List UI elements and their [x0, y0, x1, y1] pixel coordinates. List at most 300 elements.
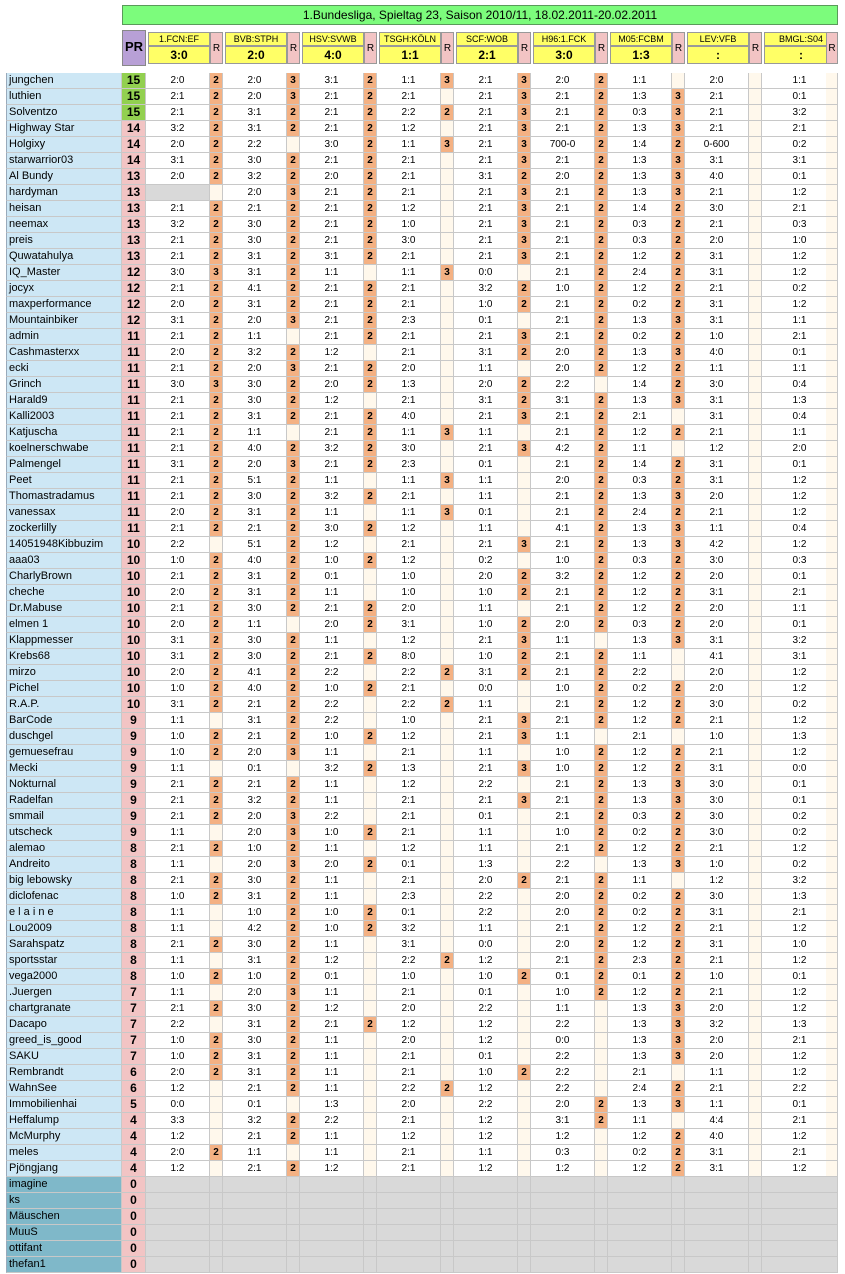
tip-cell: 8:0	[377, 649, 441, 665]
table-row	[0, 377, 845, 393]
tip-cell: 2:1	[685, 745, 749, 761]
player-name[interactable]: utscheck	[6, 825, 122, 841]
bonus-points	[441, 633, 454, 649]
tip-cell: 1:3	[608, 1033, 672, 1049]
bonus-points	[826, 281, 838, 297]
bonus-points: 2	[364, 521, 377, 537]
tip-cell: 2:4	[608, 265, 672, 281]
tip-cell: 3:0	[223, 393, 287, 409]
bonus-points	[441, 793, 454, 809]
player-name[interactable]: Klappmesser	[6, 633, 122, 649]
match-name: SCF:WOB	[456, 32, 518, 46]
player-name[interactable]: mirzo	[6, 665, 122, 681]
player-name[interactable]: maxperformance	[6, 297, 122, 313]
player-name[interactable]: cheche	[6, 585, 122, 601]
tip-cell: 1:1	[762, 361, 838, 377]
tip-cell: 3:1	[223, 249, 287, 265]
bonus-points: 2	[364, 281, 377, 297]
table-row	[0, 297, 845, 313]
player-name[interactable]: greed_is_good	[6, 1033, 122, 1049]
player-name[interactable]: Cashmasterxx	[6, 345, 122, 361]
player-points: 9	[122, 793, 146, 809]
player-name[interactable]: Pichel	[6, 681, 122, 697]
player-name[interactable]: Peet	[6, 473, 122, 489]
player-points: 11	[122, 377, 146, 393]
player-name[interactable]: Rembrandt	[6, 1065, 122, 1081]
player-name[interactable]: Krebs68	[6, 649, 122, 665]
tip-cell: 1:2	[300, 537, 364, 553]
tip-cell: 1:2	[608, 281, 672, 297]
bonus-points: 2	[595, 105, 608, 121]
bonus-points: 2	[518, 665, 531, 681]
bonus-points	[441, 1017, 454, 1033]
bonus-points: 3	[441, 473, 454, 489]
tip-cell: 2:1	[300, 233, 364, 249]
tip-cell: 2:1	[300, 281, 364, 297]
bonus-points: 2	[364, 297, 377, 313]
tip-cell: 3:1	[531, 1113, 595, 1129]
tip-cell: 3:1	[685, 313, 749, 329]
bonus-points	[595, 1065, 608, 1081]
player-name[interactable]: luthien	[6, 89, 122, 105]
bonus-points	[441, 585, 454, 601]
player-name[interactable]: duschgel	[6, 729, 122, 745]
tip-cell: 1:1	[300, 793, 364, 809]
player-name[interactable]: Radelfan	[6, 793, 122, 809]
player-name[interactable]: meles	[6, 1145, 122, 1161]
tip-cell: 1:0	[685, 329, 749, 345]
tip-cell: 1:0	[454, 297, 518, 313]
bonus-points	[826, 985, 838, 1001]
bonus-points: 2	[364, 921, 377, 937]
tip-cell	[223, 1241, 287, 1257]
tip-cell: 1:1	[762, 73, 838, 89]
player-name[interactable]: SAKU	[6, 1049, 122, 1065]
tip-cell: 1:1	[146, 953, 210, 969]
tip-cell: 2:1	[454, 137, 518, 153]
tip-cell: 3:3	[146, 1113, 210, 1129]
tip-cell: 2:1	[146, 105, 210, 121]
bonus-points: 2	[287, 169, 300, 185]
bonus-points	[441, 921, 454, 937]
tip-cell: 2:0	[223, 809, 287, 825]
bonus-points: 2	[364, 169, 377, 185]
bonus-points: 2	[595, 281, 608, 297]
player-name[interactable]: gemuesefrau	[6, 745, 122, 761]
player-name[interactable]: Kalli2003	[6, 409, 122, 425]
bonus-points	[826, 921, 838, 937]
table-row	[0, 649, 845, 665]
tip-cell	[531, 1257, 595, 1273]
bonus-points: 3	[518, 185, 531, 201]
bonus-points	[672, 73, 685, 89]
player-points: 0	[122, 1177, 146, 1193]
bonus-points: 2	[210, 217, 223, 233]
tip-cell: 2:1	[762, 585, 838, 601]
bonus-points: 3	[210, 265, 223, 281]
bonus-points	[287, 425, 300, 441]
tip-cell: 2:0	[300, 617, 364, 633]
table-row	[0, 1033, 845, 1049]
bonus-points	[749, 857, 762, 873]
bonus-points	[672, 1209, 685, 1225]
tip-cell: 2:2	[377, 953, 441, 969]
bonus-points: 2	[287, 473, 300, 489]
player-name[interactable]: .Juergen	[6, 985, 122, 1001]
bonus-points: 3	[441, 505, 454, 521]
tip-cell: 2:0	[223, 457, 287, 473]
bonus-points	[826, 329, 838, 345]
player-name[interactable]: thefan1	[6, 1257, 122, 1273]
tip-cell: 1:0	[531, 553, 595, 569]
bonus-points	[826, 521, 838, 537]
bonus-points: 2	[595, 553, 608, 569]
tip-cell: 2:1	[531, 665, 595, 681]
tip-cell: 2:1	[685, 713, 749, 729]
bonus-points	[364, 1097, 377, 1113]
tip-cell: 1:3	[608, 153, 672, 169]
player-name[interactable]: Thomastradamus	[6, 489, 122, 505]
player-name[interactable]: elmen 1	[6, 617, 122, 633]
bonus-points: 3	[518, 137, 531, 153]
player-points: 11	[122, 457, 146, 473]
player-name[interactable]: IQ_Master	[6, 265, 122, 281]
tip-cell: 2:1	[454, 761, 518, 777]
player-name[interactable]: Quwatahulya	[6, 249, 122, 265]
tip-cell	[685, 1257, 749, 1273]
bonus-points	[749, 713, 762, 729]
player-name[interactable]: Immobilienhai	[6, 1097, 122, 1113]
player-points: 10	[122, 601, 146, 617]
tip-cell: 2:2	[300, 713, 364, 729]
player-name[interactable]: zockerlilly	[6, 521, 122, 537]
tip-cell: 1:1	[454, 841, 518, 857]
player-name[interactable]: vanessax	[6, 505, 122, 521]
tip-cell: 1:2	[300, 345, 364, 361]
tip-cell: 1:2	[377, 521, 441, 537]
tip-cell: 3:1	[300, 73, 364, 89]
player-name[interactable]: e l a i n e	[6, 905, 122, 921]
bonus-points	[826, 601, 838, 617]
bonus-points: 2	[287, 777, 300, 793]
tip-cell	[300, 1225, 364, 1241]
tip-cell: 1:1	[146, 713, 210, 729]
player-points: 7	[122, 1001, 146, 1017]
player-name[interactable]: Pjöngjang	[6, 1161, 122, 1177]
bonus-points	[826, 1225, 838, 1241]
tip-cell: 2:2	[454, 1001, 518, 1017]
tip-cell: 2:1	[300, 649, 364, 665]
bonus-points: 2	[595, 521, 608, 537]
tip-cell: 2:0	[531, 937, 595, 953]
bonus-points: 3	[518, 233, 531, 249]
tip-cell: 2:2	[146, 1017, 210, 1033]
player-name[interactable]: McMurphy	[6, 1129, 122, 1145]
player-name[interactable]: smmail	[6, 809, 122, 825]
tip-cell: 2:2	[300, 665, 364, 681]
tip-cell: 1:2	[377, 841, 441, 857]
bonus-points: 2	[287, 249, 300, 265]
tip-cell: 3:1	[146, 457, 210, 473]
player-name[interactable]: koelnerschwabe	[6, 441, 122, 457]
bonus-points: 3	[672, 121, 685, 137]
player-name[interactable]: chartgranate	[6, 1001, 122, 1017]
tip-cell: 1:2	[608, 425, 672, 441]
bonus-points: 2	[364, 233, 377, 249]
bonus-points	[749, 313, 762, 329]
tip-cell	[685, 1177, 749, 1193]
bonus-points	[672, 1177, 685, 1193]
player-name[interactable]: Solventzo	[6, 105, 122, 121]
bonus-points	[441, 777, 454, 793]
player-name[interactable]: Al Bundy	[6, 169, 122, 185]
bonus-points: 2	[364, 825, 377, 841]
player-name[interactable]: Grinch	[6, 377, 122, 393]
player-name[interactable]: Harald9	[6, 393, 122, 409]
tip-cell: 0:1	[762, 89, 838, 105]
bonus-points	[441, 233, 454, 249]
bonus-points: 2	[364, 649, 377, 665]
tip-cell: 3:1	[685, 249, 749, 265]
player-name[interactable]: Sarahspatz	[6, 937, 122, 953]
player-name[interactable]: Nokturnal	[6, 777, 122, 793]
bonus-points	[441, 345, 454, 361]
tip-cell: 2:2	[454, 889, 518, 905]
player-name[interactable]: aaa03	[6, 553, 122, 569]
player-points: 13	[122, 185, 146, 201]
tip-cell: 2:1	[762, 1145, 838, 1161]
bonus-points	[518, 841, 531, 857]
bonus-points	[826, 761, 838, 777]
bonus-points: 2	[595, 1097, 608, 1113]
bonus-points	[518, 1193, 531, 1209]
player-name[interactable]: heisan	[6, 201, 122, 217]
bonus-points	[749, 1065, 762, 1081]
tip-cell: 2:1	[531, 121, 595, 137]
tip-cell: 2:1	[531, 105, 595, 121]
bonus-points: 2	[287, 489, 300, 505]
tip-cell: 3:0	[300, 137, 364, 153]
bonus-points	[826, 1161, 838, 1177]
tip-cell: 2:1	[531, 873, 595, 889]
tip-cell: 0:3	[608, 217, 672, 233]
player-name[interactable]: Mountainbiker	[6, 313, 122, 329]
bonus-points	[518, 1225, 531, 1241]
player-name[interactable]: MuuS	[6, 1225, 122, 1241]
bonus-points	[518, 457, 531, 473]
match-name: M05:FCBM	[610, 32, 672, 46]
player-name[interactable]: Mäuschen	[6, 1209, 122, 1225]
tip-cell: 2:1	[223, 777, 287, 793]
tip-cell: 3:1	[146, 697, 210, 713]
tip-cell: 2:0	[454, 377, 518, 393]
bonus-points: 2	[672, 921, 685, 937]
player-name[interactable]: preis	[6, 233, 122, 249]
tip-cell	[377, 1257, 441, 1273]
bonus-points	[210, 825, 223, 841]
bonus-points: 2	[287, 1017, 300, 1033]
tip-cell: 3:1	[223, 1017, 287, 1033]
player-name[interactable]: Katjuscha	[6, 425, 122, 441]
tip-cell: 1:1	[300, 873, 364, 889]
tip-cell: 2:1	[454, 153, 518, 169]
player-points: 15	[122, 73, 146, 89]
bonus-points: 2	[210, 297, 223, 313]
bonus-points	[518, 505, 531, 521]
bonus-points	[210, 1209, 223, 1225]
bonus-points: 2	[441, 953, 454, 969]
bonus-points	[364, 985, 377, 1001]
tip-cell: 2:0	[223, 361, 287, 377]
bonus-points	[364, 1177, 377, 1193]
player-name[interactable]: sportsstar	[6, 953, 122, 969]
bonus-points: 2	[595, 681, 608, 697]
tip-cell: 1:1	[300, 1049, 364, 1065]
player-name[interactable]: Dacapo	[6, 1017, 122, 1033]
tip-cell: 2:1	[454, 217, 518, 233]
tip-cell: 3:1	[223, 121, 287, 137]
tip-cell: 2:1	[454, 249, 518, 265]
bonus-points	[595, 1241, 608, 1257]
tip-cell: 1:3	[377, 377, 441, 393]
player-name[interactable]: imagine	[6, 1177, 122, 1193]
bonus-points	[441, 1257, 454, 1273]
bonus-points: 2	[595, 649, 608, 665]
tip-cell: 1:3	[608, 521, 672, 537]
table-row	[0, 105, 845, 121]
tip-cell: 0:2	[762, 697, 838, 713]
tip-cell: 3:1	[685, 409, 749, 425]
bonus-points	[364, 1145, 377, 1161]
player-name[interactable]: starwarrior03	[6, 153, 122, 169]
player-name[interactable]: 14051948Kibbuzim	[6, 537, 122, 553]
tip-cell: 0:2	[608, 329, 672, 345]
bonus-points: 3	[672, 393, 685, 409]
player-name[interactable]: jungchen	[6, 73, 122, 89]
player-points: 10	[122, 569, 146, 585]
bonus-column-header: R	[518, 32, 531, 64]
bonus-points: 2	[518, 345, 531, 361]
bonus-points	[826, 617, 838, 633]
bonus-points	[749, 1001, 762, 1017]
tip-cell: 3:2	[454, 281, 518, 297]
tip-cell: 2:1	[377, 329, 441, 345]
bonus-points: 2	[210, 121, 223, 137]
bonus-points: 3	[518, 537, 531, 553]
bonus-points	[595, 857, 608, 873]
bonus-points	[441, 393, 454, 409]
player-name[interactable]: jocyx	[6, 281, 122, 297]
bonus-points: 3	[672, 1033, 685, 1049]
tip-cell	[531, 1225, 595, 1241]
tip-cell: 1:0	[685, 857, 749, 873]
player-name[interactable]: Dr.Mabuse	[6, 601, 122, 617]
player-points: 11	[122, 441, 146, 457]
player-name[interactable]: BarCode	[6, 713, 122, 729]
player-name[interactable]: Palmengel	[6, 457, 122, 473]
bonus-points: 2	[595, 601, 608, 617]
tip-cell: 1:3	[608, 777, 672, 793]
tip-cell	[685, 1209, 749, 1225]
bonus-points	[441, 681, 454, 697]
bonus-points	[518, 473, 531, 489]
bonus-points	[364, 1033, 377, 1049]
player-name[interactable]: Heffalump	[6, 1113, 122, 1129]
bonus-points: 2	[287, 1161, 300, 1177]
player-name[interactable]: hardyman	[6, 185, 122, 201]
player-name[interactable]: Highway Star	[6, 121, 122, 137]
player-points: 11	[122, 345, 146, 361]
tip-cell: 1:2	[762, 1049, 838, 1065]
table-row	[0, 153, 845, 169]
table-row	[0, 777, 845, 793]
tip-cell: 2:1	[531, 921, 595, 937]
tip-cell: 0:2	[608, 1145, 672, 1161]
player-name[interactable]: diclofenac	[6, 889, 122, 905]
bonus-points: 2	[287, 889, 300, 905]
tip-cell: 3:2	[146, 217, 210, 233]
player-name[interactable]: ks	[6, 1193, 122, 1209]
player-name[interactable]: big lebowsky	[6, 873, 122, 889]
tip-cell: 0:1	[377, 905, 441, 921]
player-name[interactable]: Mecki	[6, 761, 122, 777]
bonus-points	[518, 1017, 531, 1033]
tip-cell: 3:1	[223, 1065, 287, 1081]
player-name[interactable]: neemax	[6, 217, 122, 233]
player-name[interactable]: Lou2009	[6, 921, 122, 937]
player-name[interactable]: alemao	[6, 841, 122, 857]
player-name[interactable]: ottifant	[6, 1241, 122, 1257]
tip-cell: 1:1	[685, 521, 749, 537]
bonus-points: 2	[364, 441, 377, 457]
tip-cell: 2:1	[531, 233, 595, 249]
tip-cell: 2:1	[223, 697, 287, 713]
bonus-points	[595, 1145, 608, 1161]
tip-cell: 4:0	[223, 681, 287, 697]
bonus-points: 2	[364, 553, 377, 569]
tip-cell: 1:1	[223, 425, 287, 441]
bonus-points: 2	[595, 201, 608, 217]
bonus-points	[749, 441, 762, 457]
tip-cell	[377, 1193, 441, 1209]
player-name[interactable]: Andreito	[6, 857, 122, 873]
tip-cell	[454, 1225, 518, 1241]
tip-cell: 3:2	[223, 793, 287, 809]
bonus-points	[826, 137, 838, 153]
tip-cell: 0:1	[454, 457, 518, 473]
bonus-points	[749, 1129, 762, 1145]
player-name[interactable]: vega2000	[6, 969, 122, 985]
player-name[interactable]: WahnSee	[6, 1081, 122, 1097]
bonus-points	[441, 89, 454, 105]
bonus-points: 2	[287, 793, 300, 809]
tip-cell: 1:1	[685, 361, 749, 377]
match-name: BMGL:S04	[764, 32, 838, 46]
bonus-points: 3	[518, 729, 531, 745]
player-name[interactable]: admin	[6, 329, 122, 345]
tip-cell: 0:4	[762, 521, 838, 537]
player-name[interactable]: ecki	[6, 361, 122, 377]
player-name[interactable]: R.A.P.	[6, 697, 122, 713]
tip-cell: 2:1	[146, 521, 210, 537]
bonus-points	[441, 1161, 454, 1177]
player-name[interactable]: CharlyBrown	[6, 569, 122, 585]
bonus-points	[749, 1017, 762, 1033]
table-row	[0, 185, 845, 201]
tip-cell: 3:1	[685, 761, 749, 777]
bonus-column-header: R	[595, 32, 608, 64]
player-name[interactable]: Holgixy	[6, 137, 122, 153]
